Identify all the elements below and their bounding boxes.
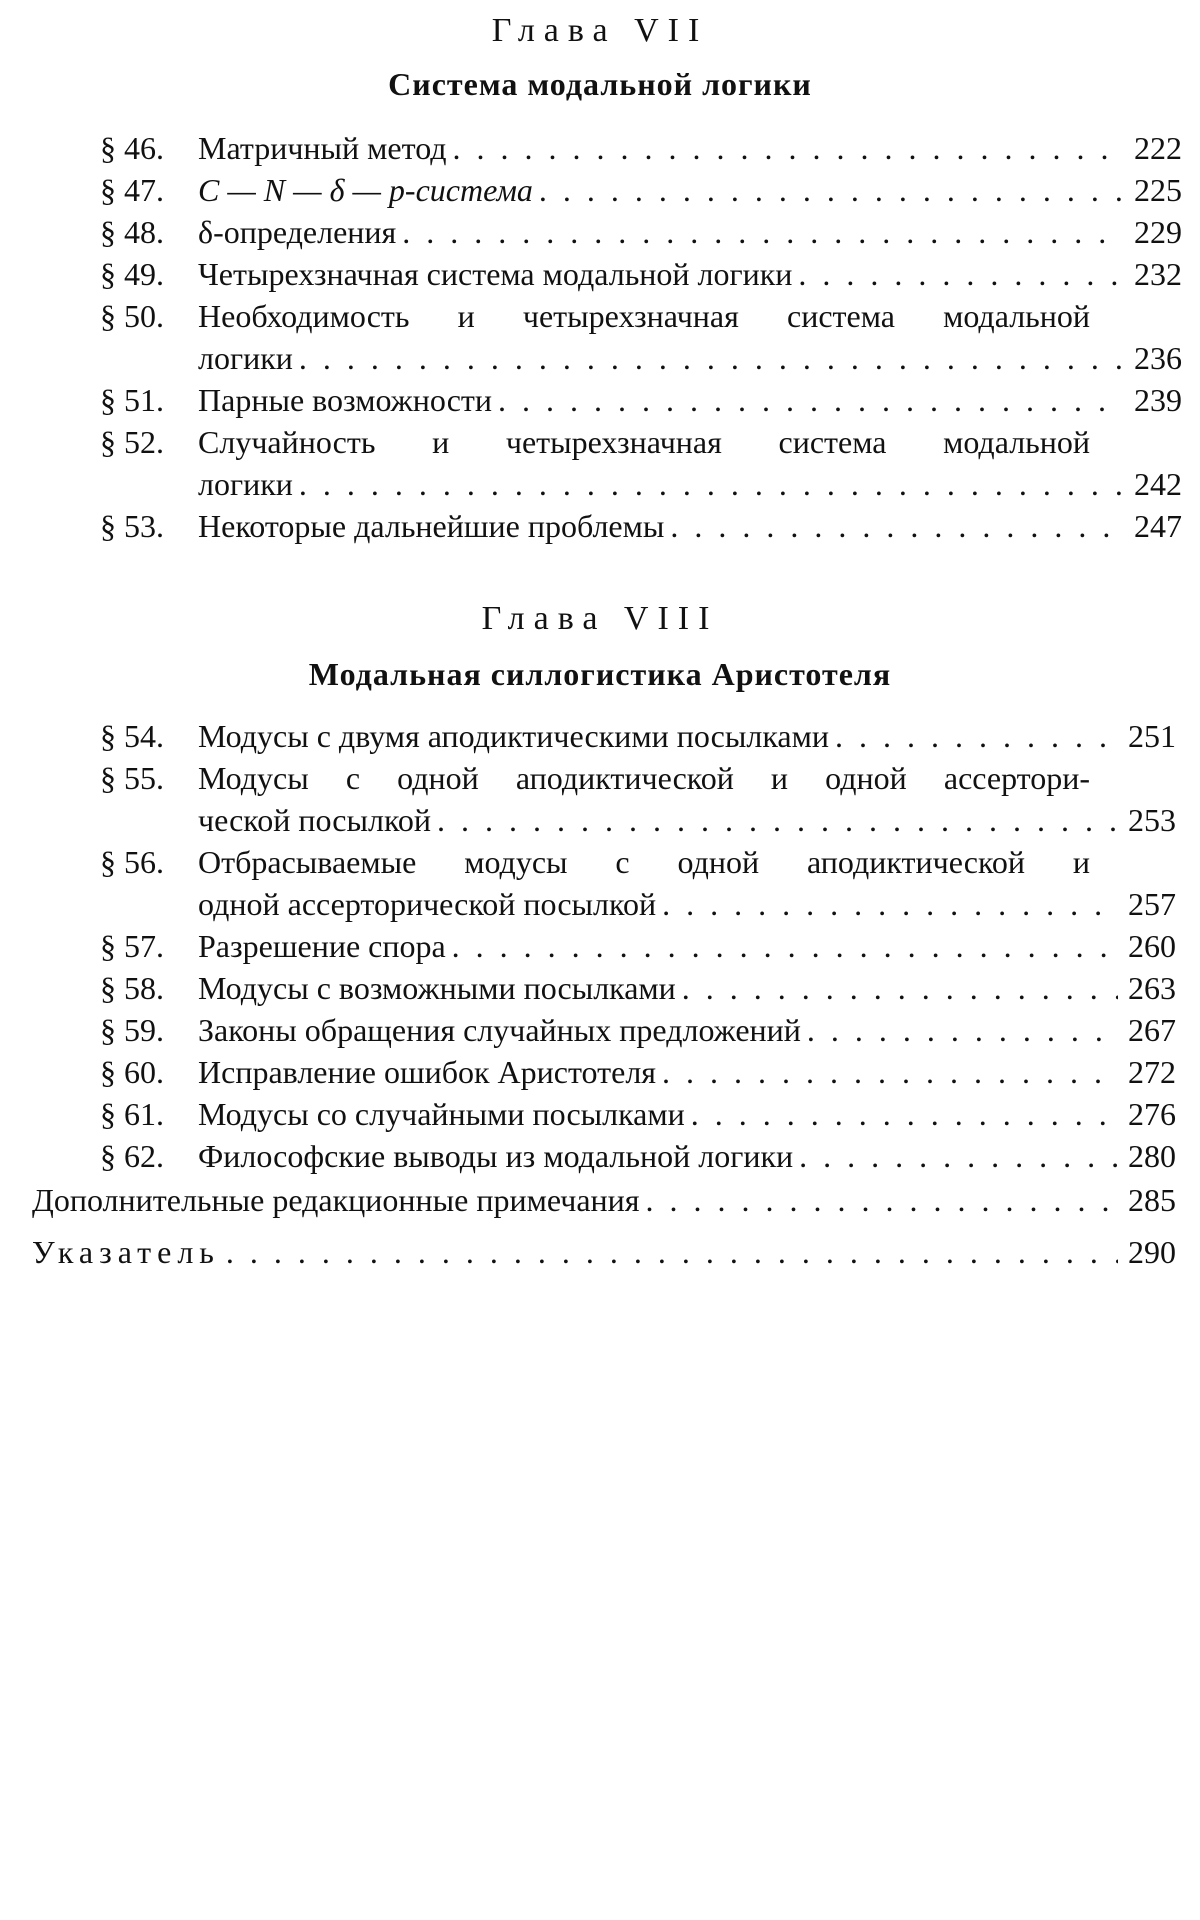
toc-entry: [100, 968, 1176, 1008]
toc-entry: [100, 1052, 1176, 1092]
toc-entry-continuation: [198, 338, 1182, 378]
section-number: § 49.: [100, 256, 164, 292]
page-number: 280: [1128, 1138, 1176, 1174]
page-number: 253: [1128, 802, 1176, 838]
entry-title-line-1: Необходимость и четырехзначная система модальной: [198, 298, 1090, 334]
section-number: § 60.: [100, 1054, 164, 1090]
toc-entry-continuation: [198, 800, 1176, 840]
section-number: § 62.: [100, 1138, 164, 1174]
page-number: 242: [1134, 466, 1182, 502]
dot-leader: [452, 926, 1118, 966]
toc-entry: [100, 170, 1182, 210]
toc-entry: [100, 716, 1176, 756]
toc-entry: [100, 1136, 1176, 1176]
entry-title-line-2: логики: [198, 466, 293, 502]
toc-entry: [100, 380, 1182, 420]
entry-title-line-2: логики: [198, 340, 293, 376]
entry-title: Модусы с двумя аподиктическими посылками: [198, 718, 829, 754]
entry-title: Четырехзначная система модальной логики: [198, 256, 793, 292]
dot-leader: [807, 1010, 1118, 1050]
entry-title: Модусы со случайными посылками: [198, 1096, 685, 1132]
section-number: § 55.: [100, 760, 164, 796]
dot-leader: [835, 716, 1118, 756]
section-number: § 48.: [100, 214, 164, 250]
entry-title: Философские выводы из модальной логики: [198, 1138, 794, 1174]
entry-title: Законы обращения случайных предложений: [198, 1012, 801, 1048]
section-number: § 57.: [100, 928, 164, 964]
section-number: § 47.: [100, 172, 164, 208]
page-number: 222: [1134, 130, 1182, 166]
chapter-8-title: Модальная силлогистика Аристотеля: [308, 656, 892, 692]
toc-entry: [100, 1094, 1176, 1134]
entry-title: Разрешение спора: [198, 928, 446, 964]
page-number: 232: [1134, 256, 1182, 292]
page-number: 263: [1128, 970, 1176, 1006]
toc-entry-continuation: [198, 464, 1182, 504]
toc-entry: [100, 128, 1182, 168]
dot-leader: [539, 170, 1124, 210]
page-number: 247: [1134, 508, 1182, 544]
toc-entry: [100, 1010, 1176, 1050]
dot-leader: [670, 506, 1124, 546]
page-number: 276: [1128, 1096, 1176, 1132]
page-number: 267: [1128, 1012, 1176, 1048]
entry-title: Исправление ошибок Аристотеля: [198, 1054, 656, 1090]
dot-leader: [299, 338, 1124, 378]
entry-title: Дополнительные редакционные примечания: [32, 1182, 640, 1218]
entry-title-line-2: одной ассерторической посылкой: [198, 886, 657, 922]
section-number: § 56.: [100, 844, 164, 880]
entry-title: Матричный метод: [198, 130, 447, 166]
page-number: 251: [1128, 718, 1176, 754]
dot-leader: [798, 254, 1124, 294]
chapter-8-label: Глава VIII: [481, 600, 719, 637]
dot-leader: [299, 464, 1124, 504]
dot-leader: [226, 1232, 1118, 1272]
page-number: 229: [1134, 214, 1182, 250]
section-number: § 53.: [100, 508, 164, 544]
dot-leader: [662, 1052, 1118, 1092]
page-number: 285: [1128, 1182, 1176, 1218]
dot-leader: [799, 1136, 1118, 1176]
section-number: § 59.: [100, 1012, 164, 1048]
dot-leader: [682, 968, 1118, 1008]
page-number: 257: [1128, 886, 1176, 922]
section-number: § 46.: [100, 130, 164, 166]
page-number: 236: [1134, 340, 1182, 376]
entry-title: Некоторые дальнейшие проблемы: [198, 508, 665, 544]
toc-entry: [100, 926, 1176, 966]
section-number: § 61.: [100, 1096, 164, 1132]
chapter-7-label: Глава VII: [491, 12, 709, 49]
entry-title-line-1: Отбрасываемые модусы с одной аподиктической и: [198, 844, 1090, 880]
dot-leader: [402, 212, 1124, 252]
entry-title-line-1: Случайность и четырехзначная система модальной: [198, 424, 1090, 460]
dot-leader: [498, 380, 1124, 420]
dot-leader: [453, 128, 1124, 168]
entry-title: δ-определения: [198, 214, 397, 250]
entry-title: Указатель: [32, 1234, 220, 1270]
toc-entry-index: [32, 1232, 1176, 1272]
dot-leader: [662, 884, 1118, 924]
dot-leader: [646, 1180, 1118, 1220]
page-number: 272: [1128, 1054, 1176, 1090]
page-number: 260: [1128, 928, 1176, 964]
entry-title: C — N — δ — p-система: [198, 172, 533, 208]
section-number: § 51.: [100, 382, 164, 418]
entry-title-line-1: Модусы с одной аподиктической и одной ассертори-: [198, 760, 1090, 796]
toc-entry-continuation: [198, 884, 1176, 924]
entry-title-line-2: ческой посылкой: [198, 802, 431, 838]
page-number: 225: [1134, 172, 1182, 208]
section-number: § 50.: [100, 298, 164, 334]
entry-title: Модусы с возможными посылками: [198, 970, 676, 1006]
toc-entry: [100, 212, 1182, 252]
section-number: § 52.: [100, 424, 164, 460]
chapter-7-title: Система модальной логики: [388, 66, 812, 102]
toc-entry: [100, 506, 1182, 546]
dot-leader: [437, 800, 1118, 840]
dot-leader: [691, 1094, 1118, 1134]
toc-entry-notes: [32, 1180, 1176, 1220]
section-number: § 58.: [100, 970, 164, 1006]
toc-entry: [100, 254, 1182, 294]
entry-title: Парные возможности: [198, 382, 493, 418]
page-number: 239: [1134, 382, 1182, 418]
section-number: § 54.: [100, 718, 164, 754]
page-number: 290: [1128, 1234, 1176, 1270]
